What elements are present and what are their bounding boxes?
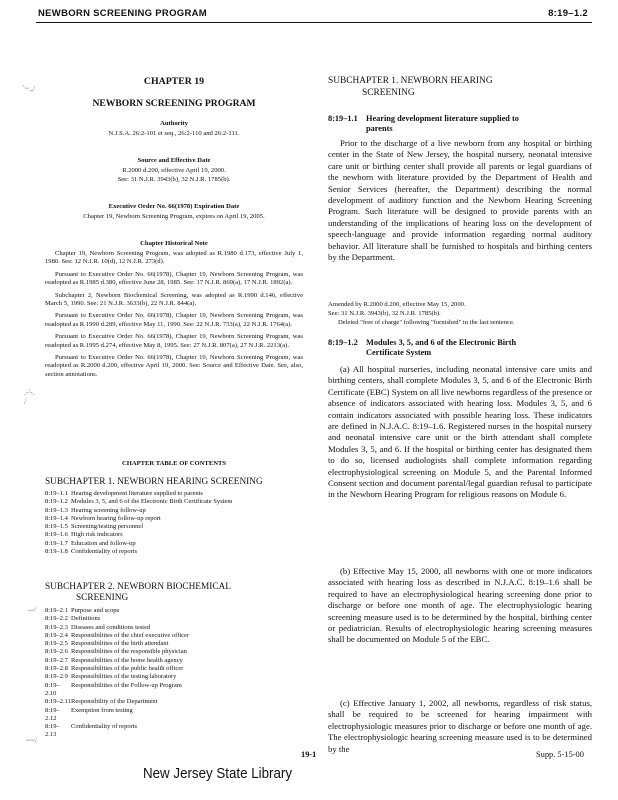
toc-item[interactable]: 8:19–2.10 Responsibilities of the Follow-up Program xyxy=(45,681,182,697)
section-1-2-para-c: (c) Effective January 1, 2002, all newborns, regardless of risk status, shall be required to be screened for hearing impairment with electrophysiologic measures prior to discharge or before one month of age. The electrophysiologic hearing screening measure used is to be determined by the xyxy=(328,698,592,754)
section-heading-1-2: 8:19–1.2 Modules 3, 5, and 6 of the Electronic Birth Certificate System xyxy=(328,338,517,357)
subchapter-title-cont: SCREENING xyxy=(362,88,415,98)
toc-item[interactable]: 8:19–2.6 Responsibilities of the responsible physician xyxy=(45,648,187,656)
margin-mark: ~~/ xyxy=(26,736,37,745)
source-line: R.2000 d.200, effective April 19, 2000. xyxy=(122,167,226,174)
history-note: Pursuant to Executive Order No. 66(1978), Chapter 19, Newborn Screening Program, was readopted as R.2000 d.200, effective April 19, 2000. See: Source and Effective Date. See, also, section annotations. xyxy=(45,354,303,378)
library-stamp: New Jersey State Library xyxy=(143,766,293,782)
toc-item[interactable]: 8:19–2.2 Definitions xyxy=(45,615,101,623)
history-note: Chapter 19, Newborn Screening Program, was adopted as R.1980 d.173, effective July 1, 1980. See: 12 N.J.R. 10(d), 12 N.J.R. 273(d). xyxy=(45,250,303,266)
toc-subchapter-1: SUBCHAPTER 1. NEWBORN HEARING SCREENING xyxy=(45,477,263,487)
history-note: Pursuant to Executive Order No. 66(1978), Chapter 19, Newborn Screening Program, was readopted as R.1985 d.380, effective June 28, 1985. See: 17 N.J.R. 869(a), 17 N.J.R. 1892(a). xyxy=(45,270,303,287)
history-note: Pursuant to Executive Order No. 66(1978), Chapter 19, Newborn Screening Program, was readopted as R.1990 d.289, effective May 11, 1990. See: 22 N.J.R. 733(a), 22 N.J.R. 1764(a). xyxy=(45,312,303,328)
chapter-number: CHAPTER 19 xyxy=(143,76,205,87)
section-heading-1-1: 8:19–1.1 Hearing development literature supplied to parents xyxy=(328,114,519,133)
toc-item[interactable]: 8:19–2.3 Diseases and conditions tested xyxy=(45,623,151,631)
toc-item[interactable]: 8:19–2.5 Responsibilities of the birth attendant xyxy=(45,640,169,648)
eo-heading: Executive Order No. 66(1978) Expiration Date xyxy=(108,203,240,210)
toc-item[interactable]: 8:19–1.3 Hearing screening follow-up xyxy=(45,506,146,514)
section-1-2-para-b: (b) Effective May 15, 2000, all newborns with one or more indicators associated with hearing loss as described in N.J.A.C. 8:19–1.6 shall be required to have an electrophysiological hearing screening done prior to discharge or before one month of age. The electrophysiologic hearing screening measure used is to be determined by the hospital, birthing center or pediatrician. Results of electrophysiologic hearing screening measures shall be documented on Module 5 of the EBC. xyxy=(328,566,592,645)
eo-text: Chapter 19, Newborn Screening Program, expires on April 19, 2005. xyxy=(83,213,265,220)
margin-mark: `~.,/ xyxy=(22,84,36,93)
supplement-date: Supp. 5-15-00 xyxy=(536,750,584,759)
authority-text: N.J.S.A. 26:2-101 et seq., 26:2-110 and 26:2-111. xyxy=(108,130,240,137)
history-heading: Chapter Historical Note xyxy=(140,240,208,247)
toc-item[interactable]: 8:19–2.11 Responsibility of the Department xyxy=(45,698,158,706)
page-number: 19-1 xyxy=(301,750,317,759)
authority-heading: Authority xyxy=(160,120,188,127)
amend-note: Deleted "free of charge" following "furnished" in the last sentence. xyxy=(338,319,515,326)
history-note: Subchapter 2, Newborn Biochemical Screening, was adopted as R.1990 d.146, effective March 5, 1990. See: 21 N.J.R. 3633(b), 22 N.J.R. 844(a). xyxy=(45,291,303,308)
toc-subchapter-2: SUBCHAPTER 2. NEWBORN BIOCHEMICAL xyxy=(45,582,231,592)
toc-item[interactable]: 8:19–1.5 Screening/testing personnel xyxy=(45,523,144,531)
margin-mark: .-'-. / xyxy=(24,388,35,406)
toc-item[interactable]: 8:19–1.8 Confidentiality of reports xyxy=(45,548,138,556)
toc-list-1 xyxy=(45,490,303,556)
header-section: 8:19–1.2 xyxy=(548,8,588,19)
header-title: NEWBORN SCREENING PROGRAM xyxy=(38,8,208,19)
toc-item[interactable]: 8:19–2.9 Responsibilities of the testing laboratory xyxy=(45,673,177,681)
toc-item[interactable]: 8:19–1.1 Hearing development literature supplied to parents xyxy=(45,490,203,497)
margin-mark: -~' xyxy=(28,606,37,615)
toc-item[interactable]: 8:19–1.4 Newborn hearing follow-up report xyxy=(45,514,161,522)
toc-item[interactable]: 8:19–2.12 Exemption from testing xyxy=(45,706,133,722)
toc-item[interactable]: 8:19–2.8 Responsibilities of the public health officer xyxy=(45,665,184,673)
toc-list-2 xyxy=(45,607,303,740)
toc-item[interactable]: 8:19–1.2 Modules 3, 5, and 6 of the Electronic Birth Certificate System xyxy=(45,498,233,506)
source-line: See: 31 N.J.R. 3943(b), 32 N.J.R. 1785(b). xyxy=(117,176,231,183)
toc-item[interactable]: 8:19–2.7 Responsibilities of the home health agency xyxy=(45,656,183,664)
toc-item[interactable]: 8:19–2.1 Purpose and scope xyxy=(45,607,120,614)
running-header xyxy=(36,6,592,23)
subchapter-title: SUBCHAPTER 1. NEWBORN HEARING xyxy=(328,76,493,86)
toc-item[interactable]: 8:19–1.6 High risk indicators xyxy=(45,531,123,539)
amend-note: See: 31 N.J.R. 3943(b), 32 N.J.R. 1785(b). xyxy=(328,310,441,317)
history-note: Pursuant to Executive Order No. 66(1978), Chapter 19, Newborn Screening Program, was readopted as R.1995 d.274, effective May 8, 1995. See: 27 N.J.R. 807(a), 27 N.J.R. 2213(a). xyxy=(45,333,303,349)
section-1-1-body: Prior to the discharge of a live newborn from any hospital or birthing center in the State of New Jersey, the hospital nursery, neonatal intensive care unit or birthing center shall provide all parents or legal guardians of the newborn with literature provided by the Department of Health and Senior Services (hereafter, the Department) describing the normal development of auditory function and the Newborn Hearing Screening Program. Such literature will be designed to provide parents with an understanding of the implications of hearing loss on the development of speech-language and provide information regarding normal auditory behavior. All literature shall be furnished to hospitals and birthing centers by the Department. xyxy=(328,138,592,263)
toc-heading: CHAPTER TABLE OF CONTENTS xyxy=(121,460,227,467)
toc-item[interactable]: 8:19–2.13 Confidentiality of reports xyxy=(45,723,138,739)
section-1-2-para-a: (a) All hospital nurseries, including neonatal intensive care units and birthing centers, shall complete Modules 3, 5, and 6 of the Electronic Birth Certificate (EBC) System on all live newborns regardless of the presence or absence of indicators associated with hearing loss. Modules 3, 5, and 6 contain indicators associated with possible hearing loss. These indicators are defined in N.J.A.C. 8:19–1.6. Registered nurses in the hospital nursery and neonatal intensive care unit or the birth attendant shall complete Modules 3, 5, and 6. If the hospital or birthing center has designated them to do so, licensed audiologists shall complete information regarding electrophysiological screening on Module 5, and the Parental Informed Consent section and document parental/legal guardian refusal to participate in the Newborn Hearing Program for religious reasons on Module 6. xyxy=(328,364,592,500)
source-heading: Source and Effective Date xyxy=(137,157,211,164)
toc-item[interactable]: 8:19–1.7 Education and follow-up xyxy=(45,539,136,547)
toc-subchapter-2-cont: SCREENING xyxy=(76,593,129,603)
chapter-title: NEWBORN SCREENING PROGRAM xyxy=(92,98,256,109)
history-notes xyxy=(45,250,303,379)
toc-item[interactable]: 8:19–2.4 Responsibilities of the chief executive officer xyxy=(45,631,190,639)
amend-note: Amended by R.2000 d.200, effective May 15, 2000. xyxy=(328,301,466,308)
